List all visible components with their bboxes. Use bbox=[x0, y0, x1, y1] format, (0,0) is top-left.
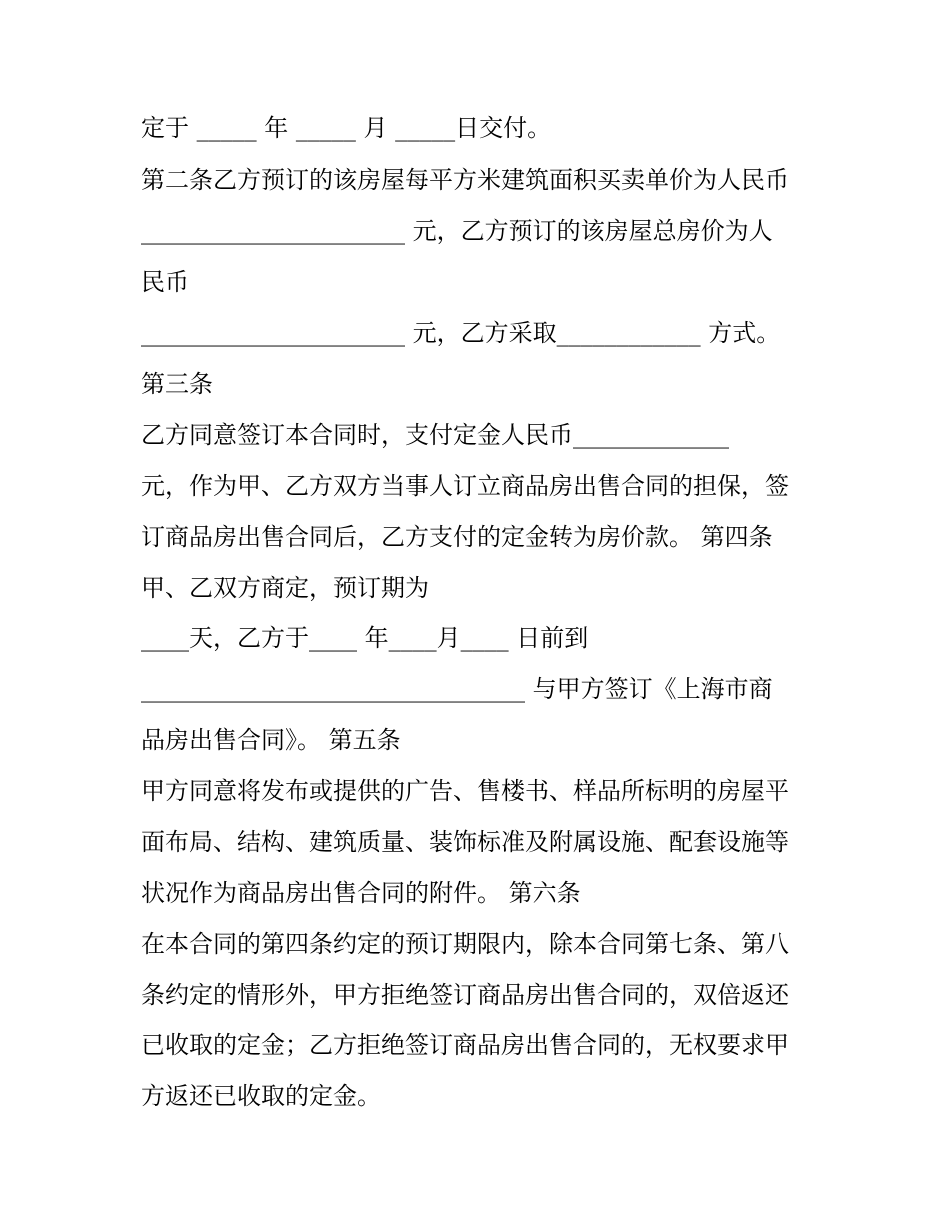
text-line: ________________________________ 与甲方签订《上海市商 bbox=[141, 675, 773, 703]
text-line: 条约定的情形外，甲方拒绝签订商品房出售合同的，双倍返还 bbox=[141, 981, 789, 1009]
text-line: 方返还已收取的定金。 bbox=[141, 1082, 381, 1110]
text-line: ______________________ 元，乙方预订的该房屋总房价为人 bbox=[141, 217, 773, 245]
text-line: 元，作为甲、乙方双方当事人订立商品房出售合同的担保，签 bbox=[141, 472, 789, 500]
text-line: 甲、乙双方商定，预订期为 bbox=[141, 574, 429, 602]
text-line: 民币 bbox=[141, 268, 189, 296]
text-line: ______________________ 元，乙方采取____________ 方式。 bbox=[141, 319, 781, 347]
text-line: 在本合同的第四条约定的预订期限内，除本合同第七条、第八 bbox=[141, 930, 789, 958]
text-line: 订商品房出售合同后，乙方支付的定金转为房价款。 第四条 bbox=[141, 523, 773, 551]
text-line: 第二条乙方预订的该房屋每平方米建筑面积买卖单价为人民币 bbox=[141, 166, 789, 194]
text-line: 乙方同意签订本合同时，支付定金人民币_____________ bbox=[141, 421, 729, 449]
text-line: 第三条 bbox=[141, 370, 213, 398]
text-line: 状况作为商品房出售合同的附件。 第六条 bbox=[141, 879, 581, 907]
text-line: ____天，乙方于____ 年____月____ 日前到 bbox=[141, 624, 589, 652]
text-line: 面布局、结构、建筑质量、装饰标准及附属设施、配套设施等 bbox=[141, 828, 789, 856]
text-line: 甲方同意将发布或提供的广告、售楼书、样品所标明的房屋平 bbox=[141, 777, 789, 805]
text-line: 品房出售合同》。 第五条 bbox=[141, 726, 401, 754]
text-line: 定于 _____ 年 _____ 月 _____日交付。 bbox=[141, 114, 552, 142]
text-line: 已收取的定金；乙方拒绝签订商品房出售合同的，无权要求甲 bbox=[141, 1031, 789, 1059]
